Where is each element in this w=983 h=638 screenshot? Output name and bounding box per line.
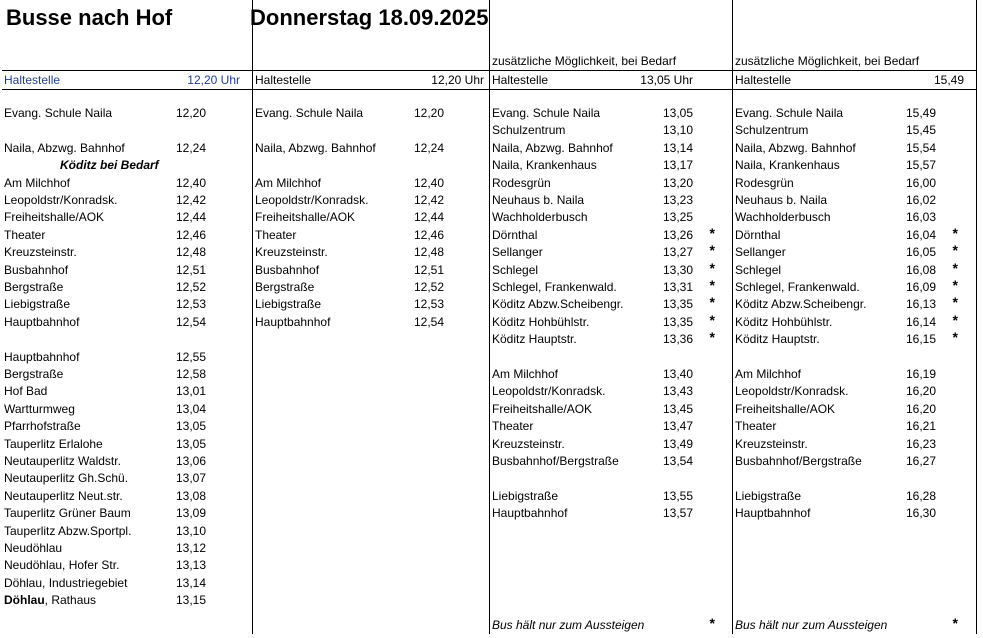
table-row <box>733 277 976 297</box>
departure-time: 13,30 <box>662 262 693 277</box>
departure-time: 16,13 <box>905 297 936 312</box>
stop-name: Tauperlitz Abzw.Sportpl. <box>4 523 132 538</box>
table-row <box>2 245 252 262</box>
stop-name: Hauptbahnhof <box>492 506 568 521</box>
departure-time: 16,05 <box>905 245 936 260</box>
departure-time: 12,20 <box>175 106 206 120</box>
departure-time: 15,57 <box>905 158 936 173</box>
stop-name: Leopoldstr/Konradsk. <box>492 384 606 399</box>
departure-time: 12,51 <box>175 262 206 277</box>
departure-time: 12,42 <box>175 193 206 207</box>
stop-name: Sellanger <box>735 245 786 260</box>
table-row <box>253 315 490 332</box>
table-row <box>490 141 733 158</box>
table-row <box>733 123 976 140</box>
departure-time: 13,47 <box>662 419 693 434</box>
table-row <box>253 210 490 227</box>
schedule-column <box>2 0 252 634</box>
departure-time: 13,54 <box>662 454 693 468</box>
departure-time: 13,01 <box>175 384 206 399</box>
stop-name: Hauptbahnhof <box>4 314 80 329</box>
departure-time: 13,17 <box>662 158 693 173</box>
departure-time: 13,10 <box>175 523 206 538</box>
departure-time: 13,31 <box>662 280 693 294</box>
table-row <box>2 350 252 367</box>
stop-name: Dörnthal <box>492 227 538 242</box>
table-row <box>253 297 490 314</box>
legend-star: * <box>709 615 715 631</box>
stop-name: Freiheitshalle/AOK <box>255 210 356 225</box>
stop-name: Pfarrhofstraße <box>4 419 81 434</box>
legend <box>735 615 976 634</box>
stop-name: Naila, Krankenhaus <box>735 158 840 173</box>
table-row <box>490 311 733 332</box>
table-row <box>2 367 252 384</box>
departure-time: 16,08 <box>905 262 936 277</box>
departure-time: 16,04 <box>905 227 936 242</box>
table-row <box>2 437 252 454</box>
departure-time: 16,14 <box>905 314 936 329</box>
table-row <box>490 367 733 384</box>
departure-time: 13,40 <box>662 367 693 381</box>
departure-time: 12,40 <box>413 175 444 190</box>
departure-time: 12,24 <box>175 140 206 155</box>
stop-name: Döhlau, Industriegebiet <box>4 575 128 590</box>
stop-name: Köditz Hauptstr. <box>492 332 577 347</box>
departure-time: 16,21 <box>905 419 936 434</box>
legend <box>492 615 733 634</box>
table-row <box>490 210 733 227</box>
table-row <box>733 176 976 193</box>
table-row <box>733 437 976 454</box>
stop-name: Theater <box>735 419 777 434</box>
table-row <box>733 106 976 123</box>
departure-time: 13,15 <box>175 593 206 608</box>
departure-time: 16,02 <box>905 193 936 207</box>
table-row <box>2 576 252 593</box>
departure-time: 13,14 <box>175 575 206 590</box>
departure-time: 16,00 <box>905 175 936 190</box>
table-row <box>733 210 976 227</box>
table-row <box>490 193 733 210</box>
table-row <box>490 106 733 123</box>
schedule-column <box>489 0 733 634</box>
table-row <box>490 402 733 419</box>
table-row <box>2 210 252 227</box>
table-row <box>2 297 252 314</box>
table-row <box>2 193 252 210</box>
departure-time: 12,48 <box>175 245 206 260</box>
legend-star: * <box>952 615 958 631</box>
stop-name: Leopoldstr/Konradsk. <box>4 193 118 207</box>
table-row <box>490 506 733 523</box>
departure-time: 13,14 <box>662 140 693 155</box>
schedule-column <box>252 0 490 634</box>
table-row <box>2 593 252 610</box>
table-row <box>2 158 252 175</box>
exit-only-marker: * <box>952 224 958 241</box>
departure-time: 13,05 <box>175 419 206 434</box>
stop-name: Neutauperlitz Gh.Schü. <box>4 471 129 486</box>
column-header <box>733 70 976 90</box>
departure-time: 12,46 <box>413 227 444 242</box>
table-row <box>2 524 252 541</box>
additional-note: zusätzliche Möglichkeit, bei Bedarf <box>735 54 920 68</box>
on-demand-note: Köditz bei Bedarf <box>60 158 159 173</box>
departure-time: 13,04 <box>175 401 206 416</box>
stop-name: Schulzentrum <box>735 123 809 138</box>
departure-time: 12,55 <box>175 349 206 364</box>
stop-name: Döhlau, Rathaus <box>4 593 97 608</box>
departure-time: 12,44 <box>413 210 444 225</box>
stop-name: Köditz Abzw.Scheibengr. <box>735 297 867 312</box>
table-row <box>253 106 490 123</box>
table-row <box>733 419 976 436</box>
table-row <box>733 329 976 349</box>
stop-name: Kreuzsteinstr. <box>492 436 565 451</box>
departure-time: 12,52 <box>175 280 206 294</box>
table-row <box>733 242 976 262</box>
stop-name: Am Milchhof <box>4 175 71 190</box>
stop-name: Theater <box>255 227 297 242</box>
table-row <box>253 228 490 245</box>
departure-time: 12,54 <box>413 314 444 329</box>
table-row <box>490 224 733 245</box>
stop-name: Theater <box>4 227 46 242</box>
stop-name: Neutauperlitz Neut.str. <box>4 488 123 503</box>
stop-name: Neutauperlitz Waldstr. <box>4 454 121 468</box>
stop-name: Neudöhlau <box>4 541 63 555</box>
departure-time: 13,08 <box>175 488 206 503</box>
header-departure-time: 15,49 <box>933 73 964 87</box>
stop-name: Evang. Schule Naila <box>735 106 844 120</box>
column-header <box>490 70 733 90</box>
additional-note: zusätzliche Möglichkeit, bei Bedarf <box>492 54 677 68</box>
exit-only-marker: * <box>952 277 958 293</box>
departure-time: 13,27 <box>662 245 693 260</box>
header-stop-label: Haltestelle <box>735 73 792 87</box>
stop-name: Tauperlitz Grüner Baum <box>4 506 131 521</box>
header-stop-label: Haltestelle <box>492 73 549 87</box>
date-heading: Donnerstag 18.09.2025 <box>250 5 489 30</box>
table-row <box>490 437 733 454</box>
header-stop-label: Haltestelle <box>255 73 312 87</box>
departure-time: 13,09 <box>175 506 206 521</box>
exit-only-marker: * <box>952 329 958 346</box>
header-stop-label: Haltestelle <box>4 73 61 87</box>
table-row <box>253 263 490 280</box>
table-row <box>253 193 490 210</box>
table-row <box>2 541 252 558</box>
stop-name: Rodesgrün <box>492 175 551 190</box>
stop-name: Hauptbahnhof <box>4 349 80 364</box>
departure-time: 13,36 <box>662 332 693 347</box>
stop-name: Evang. Schule Naila <box>492 106 601 120</box>
stop-name: Schlegel, Frankenwald. <box>735 280 860 294</box>
departure-time: 16,20 <box>905 401 936 416</box>
departure-time: 16,20 <box>905 384 936 399</box>
table-row <box>733 489 976 506</box>
table-row <box>490 176 733 193</box>
stop-name: Liebigstraße <box>492 488 559 503</box>
stop-name: Naila, Abzwg. Bahnhof <box>735 140 856 155</box>
stop-name: Naila, Krankenhaus <box>492 158 597 173</box>
stop-name: Kreuzsteinstr. <box>735 436 808 451</box>
legend-text: Bus hält nur zum Aussteigen <box>492 618 645 632</box>
stop-name: Kreuzsteinstr. <box>255 245 328 260</box>
table-row <box>2 280 252 297</box>
legend-text: Bus hält nur zum Aussteigen <box>735 618 888 632</box>
exit-only-marker: * <box>709 311 715 328</box>
exit-only-marker: * <box>709 277 715 293</box>
departure-time: 16,03 <box>905 210 936 225</box>
stop-name: Am Milchhof <box>492 367 559 381</box>
exit-only-marker: * <box>709 329 715 346</box>
stop-name: Tauperlitz Erlalohe <box>4 436 103 451</box>
stop-name: Freiheitshalle/AOK <box>4 210 105 225</box>
stop-name: Wartturmweg <box>4 401 75 416</box>
table-row <box>490 294 733 314</box>
departure-time: 12,48 <box>413 245 444 260</box>
stop-name: Leopoldstr/Konradsk. <box>735 384 849 399</box>
departure-time: 16,28 <box>905 488 936 503</box>
stop-name: Neuhaus b. Naila <box>492 193 585 207</box>
stop-name: Busbahnhof/Bergstraße <box>492 454 619 468</box>
stop-name: Köditz Abzw.Scheibengr. <box>492 297 624 312</box>
table-row <box>490 384 733 401</box>
departure-time: 13,55 <box>662 488 693 503</box>
stop-name: Hauptbahnhof <box>255 314 331 329</box>
departure-time: 12,40 <box>175 175 206 190</box>
table-row <box>253 176 490 193</box>
stop-name: Neuhaus b. Naila <box>735 193 828 207</box>
exit-only-marker: * <box>952 294 958 311</box>
stop-name: Leopoldstr/Konradsk. <box>255 193 369 207</box>
stop-name: Schlegel <box>492 262 539 277</box>
stop-name: Freiheitshalle/AOK <box>735 401 836 416</box>
departure-time: 13,10 <box>662 123 693 138</box>
departure-time: 12,54 <box>175 314 206 329</box>
stop-name: Freiheitshalle/AOK <box>492 401 593 416</box>
table-row <box>490 158 733 175</box>
departure-time: 12,52 <box>413 280 444 294</box>
table-row <box>490 419 733 436</box>
table-row <box>2 176 252 193</box>
stop-name: Hof Bad <box>4 384 48 399</box>
stop-name: Wachholderbusch <box>492 210 588 225</box>
stop-name: Am Milchhof <box>255 175 322 190</box>
departure-time: 12,58 <box>175 367 206 381</box>
table-row <box>2 402 252 419</box>
stop-name: Naila, Abzwg. Bahnhof <box>492 140 613 155</box>
exit-only-marker: * <box>952 242 958 259</box>
stop-name: Bergstraße <box>4 367 64 381</box>
departure-time: 12,44 <box>175 210 206 225</box>
departure-time: 16,09 <box>905 280 936 294</box>
table-row <box>490 123 733 140</box>
header-departure-time: 13,05 Uhr <box>640 73 693 87</box>
departure-time: 13,07 <box>175 471 206 486</box>
table-row <box>253 245 490 262</box>
table-row <box>490 242 733 262</box>
exit-only-marker: * <box>709 294 715 311</box>
departure-time: 13,20 <box>662 175 693 190</box>
stop-name: Schlegel, Frankenwald. <box>492 280 617 294</box>
table-row <box>733 193 976 210</box>
stop-name: Bergstraße <box>255 280 315 294</box>
departure-time: 13,23 <box>662 193 693 207</box>
table-row <box>2 228 252 245</box>
departure-time: 13,13 <box>175 558 206 573</box>
stop-name: Rodesgrün <box>735 175 794 190</box>
departure-time: 12,53 <box>413 297 444 312</box>
table-row <box>490 329 733 349</box>
page-title: Busse nach Hof <box>6 5 173 30</box>
stop-name: Evang. Schule Naila <box>255 106 364 120</box>
exit-only-marker: * <box>952 311 958 328</box>
exit-only-marker: * <box>709 224 715 241</box>
departure-time: 13,35 <box>662 314 693 329</box>
stop-name: Busbahnhof <box>4 262 69 277</box>
table-row <box>733 158 976 175</box>
table-row <box>253 141 490 158</box>
departure-time: 13,05 <box>175 436 206 451</box>
table-row <box>733 311 976 332</box>
exit-only-marker: * <box>709 259 715 276</box>
departure-time: 16,23 <box>905 436 936 451</box>
table-row <box>733 402 976 419</box>
table-row <box>2 419 252 436</box>
table-row <box>490 277 733 297</box>
table-row <box>2 506 252 523</box>
table-row <box>2 106 252 123</box>
stop-name: Köditz Hohbühlstr. <box>735 314 833 329</box>
column-header <box>2 70 252 90</box>
table-row <box>2 384 252 401</box>
table-row <box>2 315 252 332</box>
stop-name: Hauptbahnhof <box>735 506 811 521</box>
departure-time: 15,45 <box>905 123 936 138</box>
table-row <box>733 259 976 280</box>
stop-name: Schulzentrum <box>492 123 566 138</box>
departure-time: 13,05 <box>662 106 693 120</box>
stop-name: Naila, Abzwg. Bahnhof <box>4 140 125 155</box>
table-row <box>733 454 976 471</box>
stop-name: Theater <box>492 419 534 434</box>
stop-name: Köditz Hohbühlstr. <box>492 314 590 329</box>
stop-name: Am Milchhof <box>735 367 802 381</box>
departure-time: 12,42 <box>413 193 444 207</box>
stop-name: Sellanger <box>492 245 543 260</box>
table-row <box>2 558 252 575</box>
table-row <box>2 454 252 471</box>
table-row <box>733 141 976 158</box>
departure-time: 15,49 <box>905 106 936 120</box>
departure-time: 16,30 <box>905 506 936 521</box>
stop-name: Liebigstraße <box>255 297 322 312</box>
table-row <box>733 367 976 384</box>
departure-time: 12,20 <box>413 106 444 120</box>
table-row <box>733 294 976 314</box>
table-row <box>490 489 733 506</box>
header-departure-time: 12,20 Uhr <box>431 73 484 87</box>
departure-time: 13,49 <box>662 436 693 451</box>
departure-time: 13,25 <box>662 210 693 225</box>
table-row <box>733 224 976 245</box>
stop-name: Liebigstraße <box>735 488 802 503</box>
stop-name: Schlegel <box>735 262 782 277</box>
table-row <box>2 471 252 488</box>
stop-name: Busbahnhof/Bergstraße <box>735 454 862 468</box>
departure-time: 13,35 <box>662 297 693 312</box>
departure-time: 13,12 <box>175 541 206 555</box>
stop-name: Busbahnhof <box>255 262 320 277</box>
table-row <box>2 489 252 506</box>
table-row <box>2 141 252 158</box>
departure-time: 15,54 <box>905 140 936 155</box>
departure-time: 12,24 <box>413 140 444 155</box>
departure-time: 16,19 <box>905 367 936 381</box>
exit-only-marker: * <box>952 259 958 276</box>
stop-name: Naila, Abzwg. Bahnhof <box>255 140 376 155</box>
stop-name: Kreuzsteinstr. <box>4 245 77 260</box>
stop-name: Liebigstraße <box>4 297 71 312</box>
stop-name: Bergstraße <box>4 280 64 294</box>
stop-name: Neudöhlau, Hofer Str. <box>4 558 120 573</box>
stop-name: Evang. Schule Naila <box>4 106 113 120</box>
departure-time: 13,43 <box>662 384 693 399</box>
stop-name: Wachholderbusch <box>735 210 831 225</box>
stop-name: Köditz Hauptstr. <box>735 332 820 347</box>
schedule-column <box>732 0 977 634</box>
departure-time: 13,45 <box>662 401 693 416</box>
table-row <box>2 263 252 280</box>
column-header <box>253 70 490 90</box>
departure-time: 13,26 <box>662 227 693 242</box>
table-row <box>490 259 733 280</box>
departure-time: 12,46 <box>175 227 206 242</box>
departure-time: 16,27 <box>905 454 936 468</box>
departure-time: 16,15 <box>905 332 936 347</box>
header-departure-time: 12,20 Uhr <box>187 73 240 87</box>
table-row <box>733 506 976 523</box>
departure-time: 12,53 <box>175 297 206 312</box>
departure-time: 13,57 <box>662 506 693 521</box>
exit-only-marker: * <box>709 242 715 259</box>
table-row <box>733 384 976 401</box>
table-row <box>490 454 733 471</box>
departure-time: 12,51 <box>413 262 444 277</box>
departure-time: 13,06 <box>175 454 206 468</box>
stop-name: Dörnthal <box>735 227 781 242</box>
table-row <box>253 280 490 297</box>
